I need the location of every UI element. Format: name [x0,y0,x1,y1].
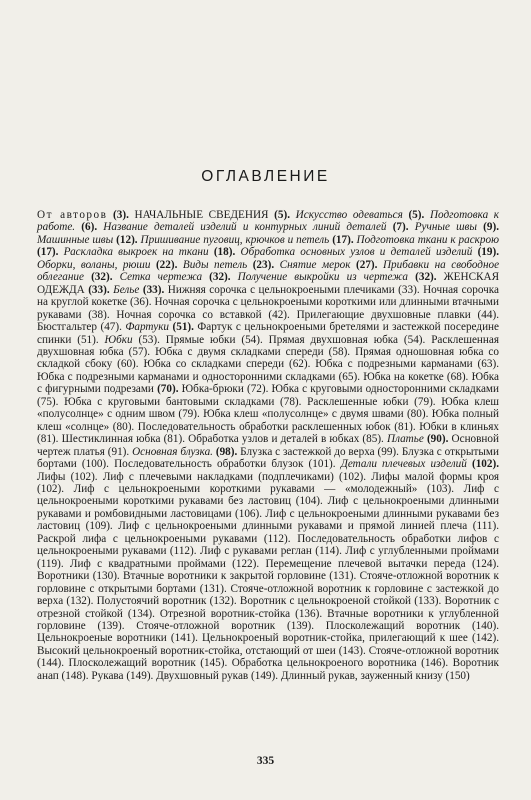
toc-page-ref: (22). [155,258,178,271]
toc-section-heading: Подготовка ткани к раскрою [356,233,499,246]
toc-section-heading: Подготовка к работе. [37,209,500,234]
toc-text: (53). Прямые юбки (54). Прямая двухшовная юбка (54). Расклешенная двухшовная юбка (57). Юбка с двумя складками спереди (58). Прямая одношовная юбка со складкой сбоку (60). Юбка со складками спереди (62). Юбка с подрезными карманами (63). Юбка с подрезными карманами и односторонними складками (65). Юбка на кокетке (68). Юбка с фигурными подрезами [37,333,499,396]
toc-page-ref: (32). [415,271,437,284]
toc-page-ref: (18). [213,246,236,259]
toc-page-ref: (17). [332,233,354,246]
toc-text: ЖЕНСКАЯ ОДЕЖДА [37,271,500,296]
toc-page-ref: (27). [356,258,378,271]
toc-section-heading: Сетка чертежа [119,271,203,284]
toc-page-ref: (19). [477,246,500,259]
toc-page-ref: (32). [209,271,231,284]
toc-page-ref: (102). [471,458,499,471]
toc-section-heading: Пришивание пуговиц, крючков и петель [140,233,330,246]
toc-text: Блузка с застежкой до верха (99). Блузка с открытыми бортами (100). Последовательность обработки блузок (101). [37,445,499,471]
toc-page-ref: (23). [252,258,275,271]
toc-text: Лифы (102). Лиф с плечевыми накладками (подплечиками) (102). Лифы малой формы кроя (102). Лиф с цельнокроеными короткими рукавами — «молодежный» (103). Лиф с цельнокроеными короткими рукавами без ластовиц (104). Лиф с цельнокроеными длинными рукавами и ромбовидными ластовицами (106). Лиф с цельнокроеными длинными рукавами без ластовиц (109). Лиф с цельнокроеными длинными рукавами и прямой линией плеча (111). Раскрой лифа с цельнокроеными рукавами (112). Последовательность обработки лифов с цельнокроеными рукавами (112). Лиф с рукавами реглан (114). Лиф с углубленными проймами (119). Лиф с квадратными проймами (122). Перемещение плечевой вытачки переда (124). Воротники (130). Втачные воротники к закрытой горловине (131). Стояче-отложной воротник к горловине с открытыми бортами (131). Стояче-отложной воротник к горловине с застежкой до верха (132). Полустоячий воротник (132). Воротник с цельнокроеной стойкой (133). Воротник с отрезной стойкой (134). Отрезной воротник-стойка (136). Втачные воротники к углубленной горловине (139). Стояче-отложной воротник (139). Плосколежащий воротник (140). Цельнокроеные воротники (141). Цельнокроеный воротник-стойка, прилегающий к шее (142). Высокий цельнокроеный воротник-стойка, отстающий от шеи (143). Стояче-отложной воротник (144). Плосколежащий воротник (145). Обработка цельнокроеного воротника (146). Воротник анап (148). Рукава (149). Двухшовный рукав (149). Длинный рукав, зауженный книзу (150) [37,470,499,682]
toc-section-heading: Обработка основных узлов и деталей изделий [240,246,473,259]
toc-section-heading: Раскладка выкроек на ткани [63,246,209,259]
toc-page-ref: (5). [274,209,290,221]
toc-section-heading: Прибавки на свободное облегание [37,258,500,284]
toc-page-ref: (90). [426,433,449,446]
toc-page-ref: (12). [116,233,138,246]
toc-text: Основной чертеж платья (91). [37,433,499,458]
toc-section-heading: Искусство одеваться [295,209,403,221]
toc-section-heading: Основная блузка. [132,445,213,458]
toc-page-ref: (17). [37,246,59,259]
toc-page-ref: (33). [142,283,165,296]
toc-section-heading: Платье [386,433,424,446]
page-title: ОГЛАВЛЕНИЕ [201,168,330,185]
toc-page-ref: (6). [81,221,98,234]
toc-page-ref: (7). [392,221,409,234]
toc-text [84,271,91,283]
toc-text: Нижняя сорочка с цельнокроеными плечиками (33). Ночная сорочка на круглой кокетке (36). Ночная сорочка с цельнокроеными короткими или длинными втачными рукавами (38). Ночная сорочка со вставкой (42). Прилегающие двухшовные плавки (44). Бюстгальтер (47). [37,283,499,334]
toc-section-heading: Юбки [104,333,133,346]
toc-section-heading: Ручные швы [414,221,477,234]
toc-section-heading: Детали плечевых изделий [340,458,467,471]
toc-text: НАЧАЛЬНЫЕ СВЕДЕНИЯ [128,209,275,221]
toc-section-heading: Виды петель [182,258,248,271]
table-of-contents-text [37,209,499,682]
toc-page-ref: (33). [88,283,110,296]
toc-section-heading: Машинные швы [37,233,114,246]
toc-section-heading: Получение выкройки из чертежа [237,271,409,284]
toc-text: Фартук с цельнокроеными бретелями и застежкой посередине спинки (51). [37,321,500,346]
page-number: 335 [256,755,275,767]
toc-page-ref: (9). [483,221,500,234]
toc-section-heading: Снятие мерок [279,258,351,271]
toc-section-heading: Оборки, воланы, рюши [37,258,151,271]
toc-page-ref: (3). [113,209,129,221]
toc-page-ref: (70). [157,383,179,396]
toc-page-ref: (51). [172,321,194,334]
toc-section-heading: Название деталей изделий и контурных линий деталей [103,221,387,234]
toc-text: Юбка-брюки (72). Юбка с круговыми односторонними складками (75). Юбка с круговыми бантовыми складками (78). Расклешенные юбки (79). Юбка клеш «полусолнце» с одним швом (79). Юбка клеш «полусолнце» с двумя швами (80). Юбка полный клеш «солнце» (80). Последовательность обработки расклешенных юбок (81). Юбки в клиньях (81). Шестиклинная юбка (81). Обработка узлов и деталей в юбках (85). [37,383,500,446]
toc-text [231,271,238,283]
toc-page-ref: (32). [91,271,113,284]
toc-text [113,271,120,283]
toc-section-heading: Фартуки [125,321,170,334]
toc-page-ref: (5). [408,209,425,221]
toc-text: От авторов [37,209,108,221]
toc-page-ref: (98). [215,445,238,458]
toc-section-heading: Белье [113,283,140,296]
